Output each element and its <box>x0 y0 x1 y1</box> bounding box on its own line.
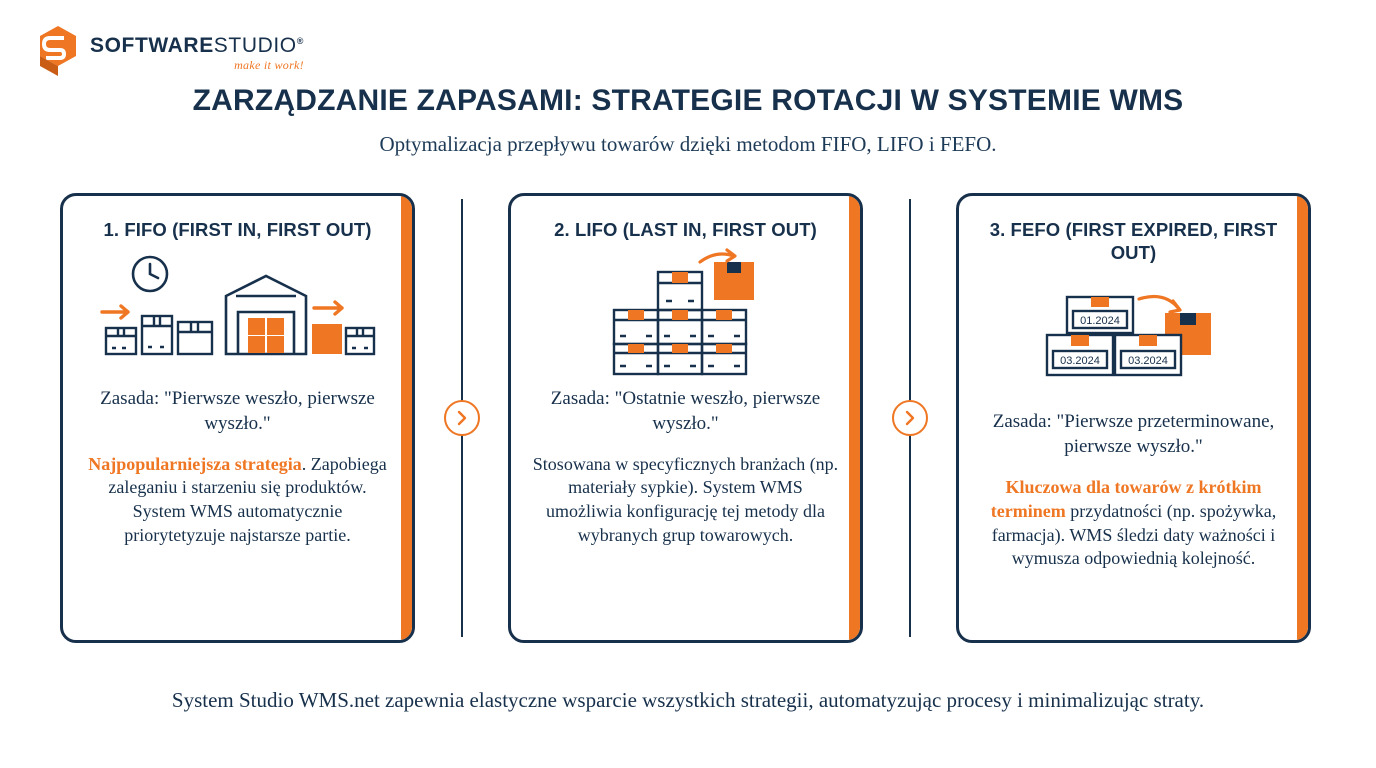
footer-note: System Studio WMS.net zapewnia elastyczne wsparcie wszystkich strategii, automatyzując procesy i minimalizując straty. <box>171 688 1205 712</box>
card-fefo-description <box>979 476 1288 572</box>
card-lifo-description-text: Stosowana w specyficznych branżach (np. materiały sypkie). System WMS umożliwia konfigurację tej metody dla wybranych grup towarowych. <box>532 453 839 546</box>
card-fifo[interactable] <box>60 193 415 643</box>
card-lifo-description <box>531 453 840 549</box>
page-subtitle: Optymalizacja przepływu towarów dzięki metodom FIFO, LIFO i FEFO. <box>379 132 997 156</box>
stacked-boxes-icon <box>529 247 842 377</box>
card-fifo-description <box>83 453 392 549</box>
strategy-cards <box>60 193 1316 643</box>
card-fefo-rule: Zasada: "Pierwsze przeterminowane, pierwsze wyszło." <box>992 411 1275 457</box>
brand-name-thin: STUDIO <box>213 34 297 57</box>
card-fefo-description-text: przydatności (np. spożywka, farmacja). WMS śledzi daty ważności i wymusza odpowiednią kolejność. <box>991 500 1277 569</box>
chevron-right-icon <box>892 400 928 436</box>
card-fifo-highlight: Najpopularniejsza strategia <box>88 453 302 474</box>
fefo-date-right-label: 03.2024 <box>1127 355 1168 368</box>
brand-name-bold: SOFTWARE <box>90 34 214 57</box>
fefo-date-left-label: 03.2024 <box>1059 355 1100 368</box>
connector-2 <box>863 193 956 643</box>
registered-mark: ® <box>296 36 304 46</box>
softwarestudio-s-logo-icon <box>34 26 80 76</box>
card-lifo-rule: Zasada: "Ostatnie weszło, pierwsze wyszło." <box>550 388 821 434</box>
fefo-date-top-label: 01.2024 <box>1079 315 1120 328</box>
card-fefo[interactable] <box>956 193 1311 643</box>
card-lifo-title: 2. LIFO (LAST IN, FIRST OUT) <box>554 219 817 240</box>
card-fefo-highlight: Kluczowa dla towarów z krótkim terminem <box>990 476 1262 521</box>
brand-wordmark <box>90 31 304 71</box>
brand-tagline: make it work! <box>234 58 304 72</box>
connector-1 <box>415 193 508 643</box>
page-title: ZARZĄDZANIE ZAPASAMI: STRATEGIE ROTACJI W SYSTEMIE WMS <box>192 84 1184 117</box>
brand-logo <box>34 26 304 76</box>
chevron-right-icon <box>444 400 480 436</box>
boxes-with-expiry-dates-icon <box>977 270 1290 400</box>
warehouse-clock-boxes-icon <box>81 247 394 377</box>
card-fifo-description-text: . Zapobiega zaleganiu i starzeniu się produktów. System WMS automatycznie priorytetyzuje najstarsze partie. <box>108 453 387 546</box>
card-fifo-rule: Zasada: "Pierwsze weszło, pierwsze wyszło." <box>100 388 375 434</box>
card-lifo[interactable] <box>508 193 863 643</box>
card-fifo-title: 1. FIFO (FIRST IN, FIRST OUT) <box>103 219 372 240</box>
card-fefo-title: 3. FEFO (FIRST EXPIRED, FIRST OUT) <box>989 219 1278 264</box>
